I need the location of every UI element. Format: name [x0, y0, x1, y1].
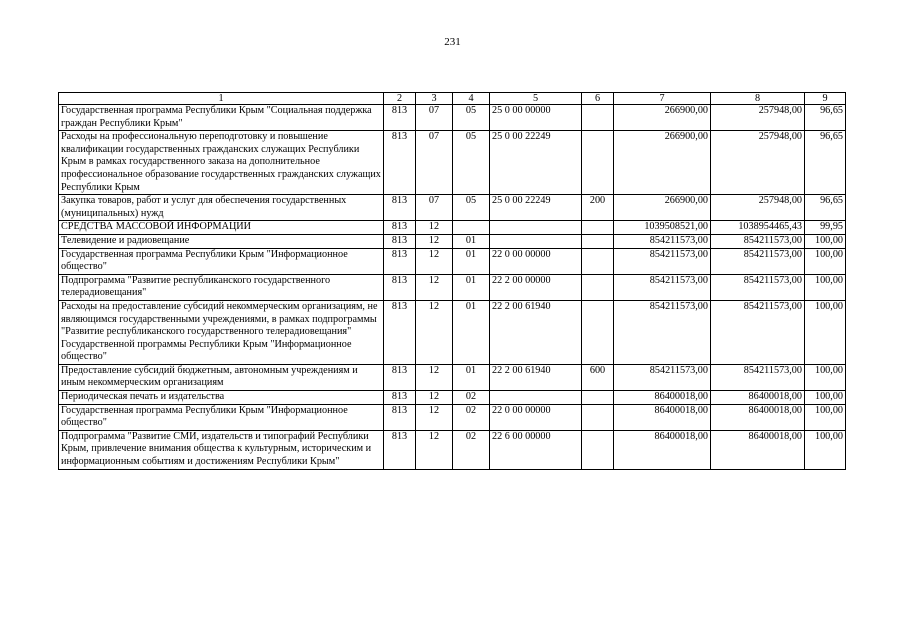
- cell-ministry-code: 813: [384, 248, 416, 274]
- cell-planned: 854211573,00: [614, 300, 711, 364]
- cell-ministry-code: 813: [384, 234, 416, 248]
- header-col-3: 3: [416, 93, 453, 105]
- cell-target-article: 22 0 00 00000: [490, 248, 582, 274]
- cell-subsection: 01: [453, 300, 490, 364]
- header-col-4: 4: [453, 93, 490, 105]
- table-header: [59, 93, 846, 105]
- cell-executed: 86400018,00: [711, 391, 805, 405]
- cell-expense-type: [582, 404, 614, 430]
- table-row: [59, 234, 846, 248]
- cell-expense-type: [582, 105, 614, 131]
- cell-planned: 266900,00: [614, 195, 711, 221]
- cell-subsection: 02: [453, 430, 490, 469]
- cell-target-article: [490, 234, 582, 248]
- cell-ministry-code: 813: [384, 404, 416, 430]
- table-row: [59, 131, 846, 195]
- cell-executed: 257948,00: [711, 195, 805, 221]
- header-col-9: 9: [805, 93, 846, 105]
- cell-planned: 86400018,00: [614, 404, 711, 430]
- cell-expense-type: [582, 430, 614, 469]
- cell-expense-type: [582, 221, 614, 235]
- cell-expense-type: 200: [582, 195, 614, 221]
- cell-percent: 96,65: [805, 195, 846, 221]
- cell-subsection: 05: [453, 195, 490, 221]
- cell-target-article: 25 0 00 22249: [490, 195, 582, 221]
- cell-ministry-code: 813: [384, 391, 416, 405]
- cell-target-article: 22 2 00 61940: [490, 300, 582, 364]
- cell-expense-type: [582, 300, 614, 364]
- cell-percent: 100,00: [805, 364, 846, 390]
- cell-expense-type: [582, 391, 614, 405]
- cell-section: 12: [416, 300, 453, 364]
- cell-ministry-code: 813: [384, 221, 416, 235]
- cell-subsection: [453, 221, 490, 235]
- cell-expense-type: [582, 274, 614, 300]
- cell-section: 12: [416, 248, 453, 274]
- cell-name: Предоставление субсидий бюджетным, автономным учреждениям и иным некоммерческим организациям: [59, 364, 384, 390]
- header-col-2: 2: [384, 93, 416, 105]
- cell-section: 12: [416, 234, 453, 248]
- cell-target-article: 22 2 00 61940: [490, 364, 582, 390]
- cell-ministry-code: 813: [384, 430, 416, 469]
- cell-planned: 266900,00: [614, 105, 711, 131]
- cell-section: 12: [416, 430, 453, 469]
- cell-percent: 100,00: [805, 404, 846, 430]
- cell-percent: 99,95: [805, 221, 846, 235]
- cell-executed: 854211573,00: [711, 364, 805, 390]
- cell-executed: 854211573,00: [711, 234, 805, 248]
- header-col-1: 1: [59, 93, 384, 105]
- cell-percent: 96,65: [805, 105, 846, 131]
- cell-ministry-code: 813: [384, 195, 416, 221]
- cell-target-article: 25 0 00 22249: [490, 131, 582, 195]
- cell-percent: 100,00: [805, 274, 846, 300]
- cell-subsection: 05: [453, 105, 490, 131]
- cell-planned: 854211573,00: [614, 248, 711, 274]
- cell-executed: 854211573,00: [711, 300, 805, 364]
- cell-subsection: 01: [453, 274, 490, 300]
- cell-section: 12: [416, 364, 453, 390]
- cell-name: Телевидение и радиовещание: [59, 234, 384, 248]
- cell-planned: 86400018,00: [614, 391, 711, 405]
- cell-planned: 266900,00: [614, 131, 711, 195]
- cell-percent: 96,65: [805, 131, 846, 195]
- table-row: [59, 221, 846, 235]
- cell-target-article: [490, 221, 582, 235]
- cell-executed: 1038954465,43: [711, 221, 805, 235]
- cell-target-article: 22 2 00 00000: [490, 274, 582, 300]
- cell-executed: 854211573,00: [711, 248, 805, 274]
- cell-executed: 854211573,00: [711, 274, 805, 300]
- table-row: [59, 404, 846, 430]
- table-row: [59, 195, 846, 221]
- page-number: 231: [444, 36, 461, 48]
- cell-executed: 257948,00: [711, 131, 805, 195]
- cell-ministry-code: 813: [384, 274, 416, 300]
- cell-subsection: 02: [453, 404, 490, 430]
- header-col-8: 8: [711, 93, 805, 105]
- cell-name: Государственная программа Республики Крым "Социальная поддержка граждан Республики Крым": [59, 105, 384, 131]
- cell-executed: 86400018,00: [711, 430, 805, 469]
- cell-percent: 100,00: [805, 300, 846, 364]
- cell-section: 12: [416, 404, 453, 430]
- cell-target-article: 22 6 00 00000: [490, 430, 582, 469]
- cell-name: Государственная программа Республики Крым "Информационное общество": [59, 404, 384, 430]
- cell-target-article: [490, 391, 582, 405]
- cell-percent: 100,00: [805, 391, 846, 405]
- header-col-5: 5: [490, 93, 582, 105]
- cell-expense-type: 600: [582, 364, 614, 390]
- cell-planned: 86400018,00: [614, 430, 711, 469]
- cell-name: СРЕДСТВА МАССОВОЙ ИНФОРМАЦИИ: [59, 221, 384, 235]
- cell-subsection: 01: [453, 234, 490, 248]
- cell-name: Расходы на профессиональную переподготовку и повышение квалификации государственных гражданских служащих Республики Крым в рамках государственного заказа на дополнительное профессиональное образование государственных гражданских служащих Республики Крым: [59, 131, 384, 195]
- cell-name: Закупка товаров, работ и услуг для обеспечения государственных (муниципальных) нужд: [59, 195, 384, 221]
- cell-planned: 854211573,00: [614, 234, 711, 248]
- cell-target-article: 22 0 00 00000: [490, 404, 582, 430]
- table-row: [59, 274, 846, 300]
- cell-name: Государственная программа Республики Крым "Информационное общество": [59, 248, 384, 274]
- cell-subsection: 02: [453, 391, 490, 405]
- cell-name: Расходы на предоставление субсидий некоммерческим организациям, не являющимся государственными учреждениями, в рамках подпрограммы "Развитие республиканского государственного телерадиовещания" Государственной программы Республики Крым "Информационное общество": [59, 300, 384, 364]
- header-col-7: 7: [614, 93, 711, 105]
- header-row: [59, 93, 846, 105]
- cell-subsection: 01: [453, 248, 490, 274]
- cell-executed: 86400018,00: [711, 404, 805, 430]
- cell-subsection: 01: [453, 364, 490, 390]
- table-row: [59, 391, 846, 405]
- table-row: [59, 430, 846, 469]
- cell-ministry-code: 813: [384, 105, 416, 131]
- cell-ministry-code: 813: [384, 364, 416, 390]
- cell-executed: 257948,00: [711, 105, 805, 131]
- cell-planned: 1039508521,00: [614, 221, 711, 235]
- cell-percent: 100,00: [805, 234, 846, 248]
- table-row: [59, 105, 846, 131]
- cell-planned: 854211573,00: [614, 364, 711, 390]
- cell-percent: 100,00: [805, 430, 846, 469]
- cell-ministry-code: 813: [384, 131, 416, 195]
- cell-section: 12: [416, 391, 453, 405]
- header-col-6: 6: [582, 93, 614, 105]
- cell-section: 12: [416, 274, 453, 300]
- budget-table: [58, 92, 846, 470]
- table-row: [59, 248, 846, 274]
- cell-expense-type: [582, 248, 614, 274]
- cell-name: Подпрограмма "Развитие республиканского государственного телерадиовещания": [59, 274, 384, 300]
- table-row: [59, 300, 846, 364]
- cell-planned: 854211573,00: [614, 274, 711, 300]
- cell-subsection: 05: [453, 131, 490, 195]
- cell-percent: 100,00: [805, 248, 846, 274]
- cell-section: 12: [416, 221, 453, 235]
- cell-expense-type: [582, 131, 614, 195]
- cell-target-article: 25 0 00 00000: [490, 105, 582, 131]
- cell-expense-type: [582, 234, 614, 248]
- cell-section: 07: [416, 131, 453, 195]
- cell-name: Подпрограмма "Развитие СМИ, издательств и типографий Республики Крым, привлечение внимания общества к культурным, историческим и информационным событиям и достижениям Республики Крым": [59, 430, 384, 469]
- cell-name: Периодическая печать и издательства: [59, 391, 384, 405]
- table-body: [59, 105, 846, 470]
- cell-section: 07: [416, 195, 453, 221]
- table-row: [59, 364, 846, 390]
- cell-section: 07: [416, 105, 453, 131]
- cell-ministry-code: 813: [384, 300, 416, 364]
